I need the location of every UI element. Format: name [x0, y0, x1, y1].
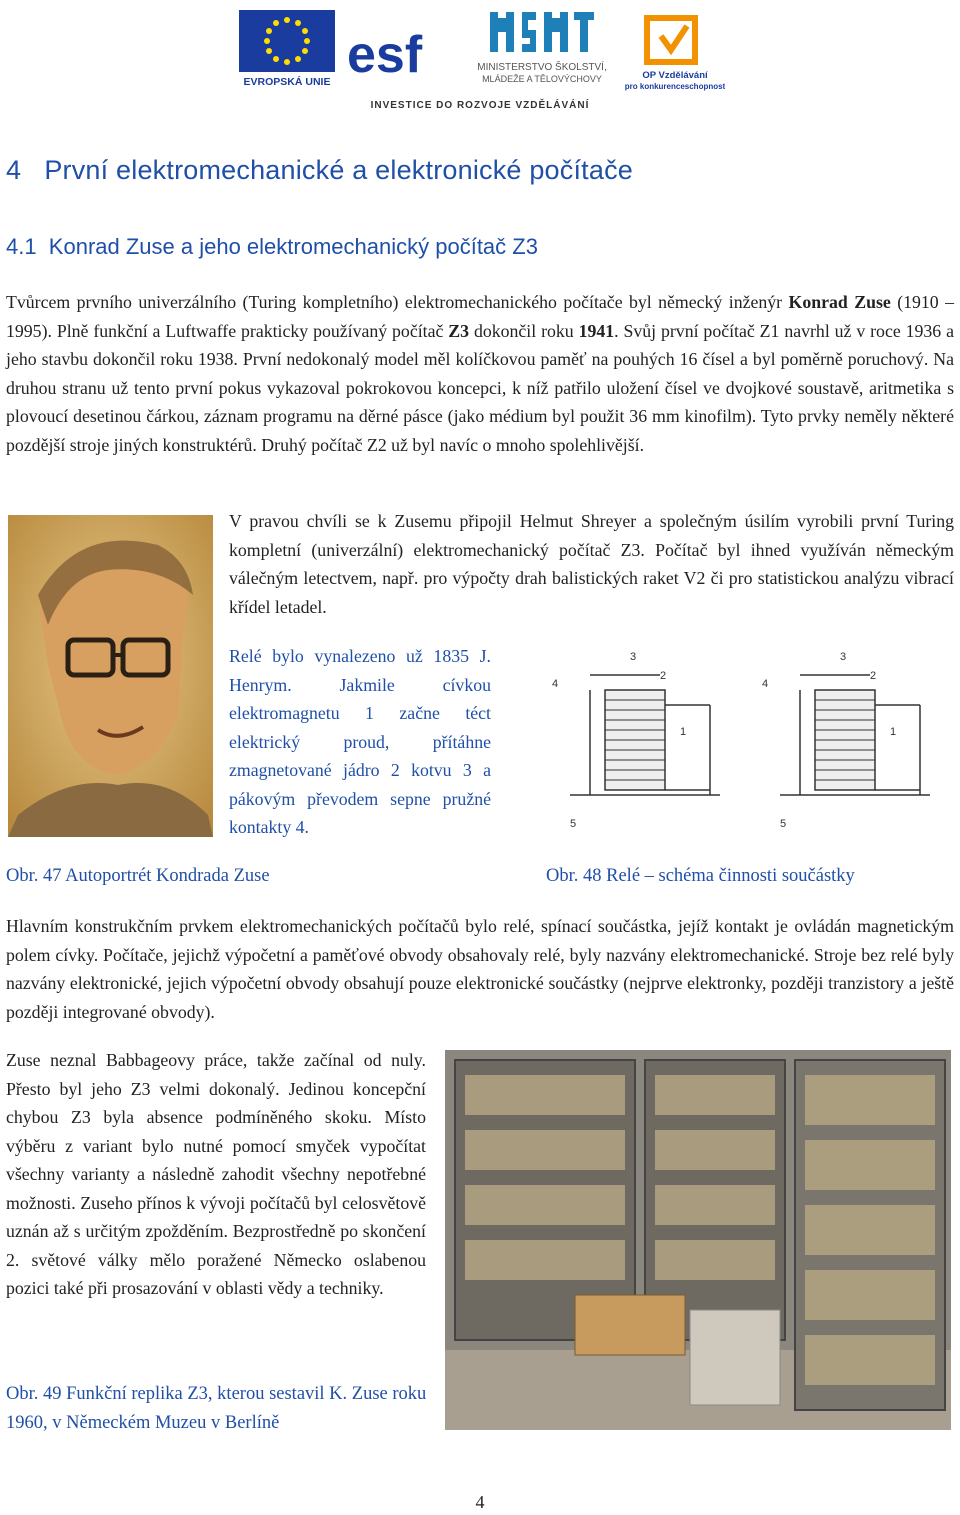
relay-label-3: 3	[630, 651, 637, 663]
relay-label-5-right: 5	[780, 818, 787, 830]
header-tagline: INVESTICE DO ROZVOJE VZDĚLÁVÁNÍ	[370, 100, 590, 111]
eu-logo-text: EVROPSKÁ UNIE	[243, 76, 331, 88]
relay-diagram	[530, 645, 950, 835]
page-number: 4	[475, 1492, 485, 1512]
intro-paragraph: Tvůrcem prvního univerzálního (Turing kompletního) elektromechanického počítače byl německý inženýr Konrad Zuse (1910 – 1995). Plně funkční a Luftwaffe prakticky používaný počítač Z3 dokončil roku 1941. Svůj první počítač Z1 navrhl už v roce 1936 a jeho stavbu dokončil roku 1938. První nedokonalý model měl kolíčkovou paměť na pouhých 16 čísel a byl poměrně poruchový. Na druhou stranu už tento první pokus vykazoval pokrokovou koncepci, k níž patřilo uložení čísel ve dvojkové soustavě, aritmetika s plovoucí desetinou čárkou, záznam programu na děrné pásce (jako médium byl použit 36 mm kinofilm). Tyto prvky neměly některé pozdější stroje jiných konstruktérů. Druhý počítač Z2 už byl navíc o mnoho spolehlivější.	[6, 292, 955, 455]
z3-replica-photo	[445, 1050, 951, 1430]
relay-label-4: 4	[552, 678, 559, 690]
chapter-title: 4 První elektromechanické a elektronické počítače	[6, 155, 634, 185]
caption-figure-49: Obr. 49 Funkční replika Z3, kterou sestavil K. Zuse roku 1960, v Německém Muzeu v Berlíně	[6, 1384, 427, 1433]
caption-figure-47: Obr. 47 Autoportrét Kondrada Zuse	[6, 866, 270, 886]
msmt-logo	[470, 8, 615, 88]
relay-label-4-right: 4	[762, 678, 769, 690]
msmt-logo-text-2: MLÁDEŽE A TĚLOVÝCHOVY	[482, 74, 602, 84]
zuse-self-portrait-image	[8, 515, 213, 837]
esf-logo	[345, 22, 440, 82]
esf-logo-text: esf	[347, 26, 423, 82]
section-title: 4.1 Konrad Zuse a jeho elektromechanický počítač Z3	[6, 234, 538, 259]
msmt-logo-text-1: MINISTERSTVO ŠKOLSTVÍ,	[477, 62, 607, 73]
relay-label-2: 2	[660, 670, 667, 682]
relay-description: Relé bylo vynalezeno už 1835 J. Henrym. Jakmile cívkou elektromagnetu 1 začne téct elektrický proud, přítáhne zmagnetované jádro 2 kotvu 3 a pákovým převodem sepne pružné kontakty 4.	[229, 646, 491, 837]
relay-label-3-right: 3	[840, 651, 847, 663]
zuse-legacy-paragraph: Zuse neznal Babbageovy práce, takže začínal od nuly. Přesto byl jeho Z3 velmi dokonalý. Jedinou koncepční chybou Z3 byla absence podmíněného skoku. Místo výběru z variant bylo nutné pomocí smyček vypočítat všechny varianty a následně zahodit všechny nepotřebné možnosti. Zuseho přínos k vývoji počítačů byl celosvětově uznán až s určitým zpožděním. Bezprostředně po skončení 2. světové války mělo poražené Německo oslabenou pozici také při prosazování v oblasti vědy a techniky.	[6, 1050, 426, 1298]
caption-figure-48: Obr. 48 Relé – schéma činnosti součástky	[546, 866, 855, 886]
relay-label-5: 5	[570, 818, 577, 830]
op-logo	[625, 10, 725, 92]
relay-label-1: 1	[680, 726, 687, 738]
relay-diagram-right	[780, 675, 930, 795]
relay-label-1-right: 1	[890, 726, 897, 738]
relay-paragraph: Hlavním konstrukčním prvkem elektromechanických počítačů bylo relé, spínací součástka, jejíž kontakt je ovládán magnetickým polem cívky. Počítače, jejichž výpočetní a paměťové obvody obsahovaly relé, byly nazvány elektromechanické. Stroje bez relé byly nazvány elektronické, jejich výpočetní obvody obsahují pouze elektronické součástky (nejprve elektronky, později tranzistory a ještě později integrované obvody).	[6, 916, 954, 1022]
relay-label-2-right: 2	[870, 670, 877, 682]
z3-development-paragraph: V pravou chvíli se k Zusemu připojil Helmut Shreyer a společným úsilím vyrobili první Turing kompletní (univerzální) elektromechanický počítač Z3. Počítač byl ihned využíván německým válečným letectvem, např. pro výpočty drah balistických raket V2 či pro statistickou analýzu vibrací křídel letadel.	[229, 511, 954, 617]
eu-logo	[237, 8, 337, 88]
relay-diagram-left	[570, 675, 720, 795]
op-logo-text-2: pro konkurenceschopnost	[625, 82, 725, 91]
op-logo-text-1: OP Vzdělávání	[642, 70, 708, 81]
